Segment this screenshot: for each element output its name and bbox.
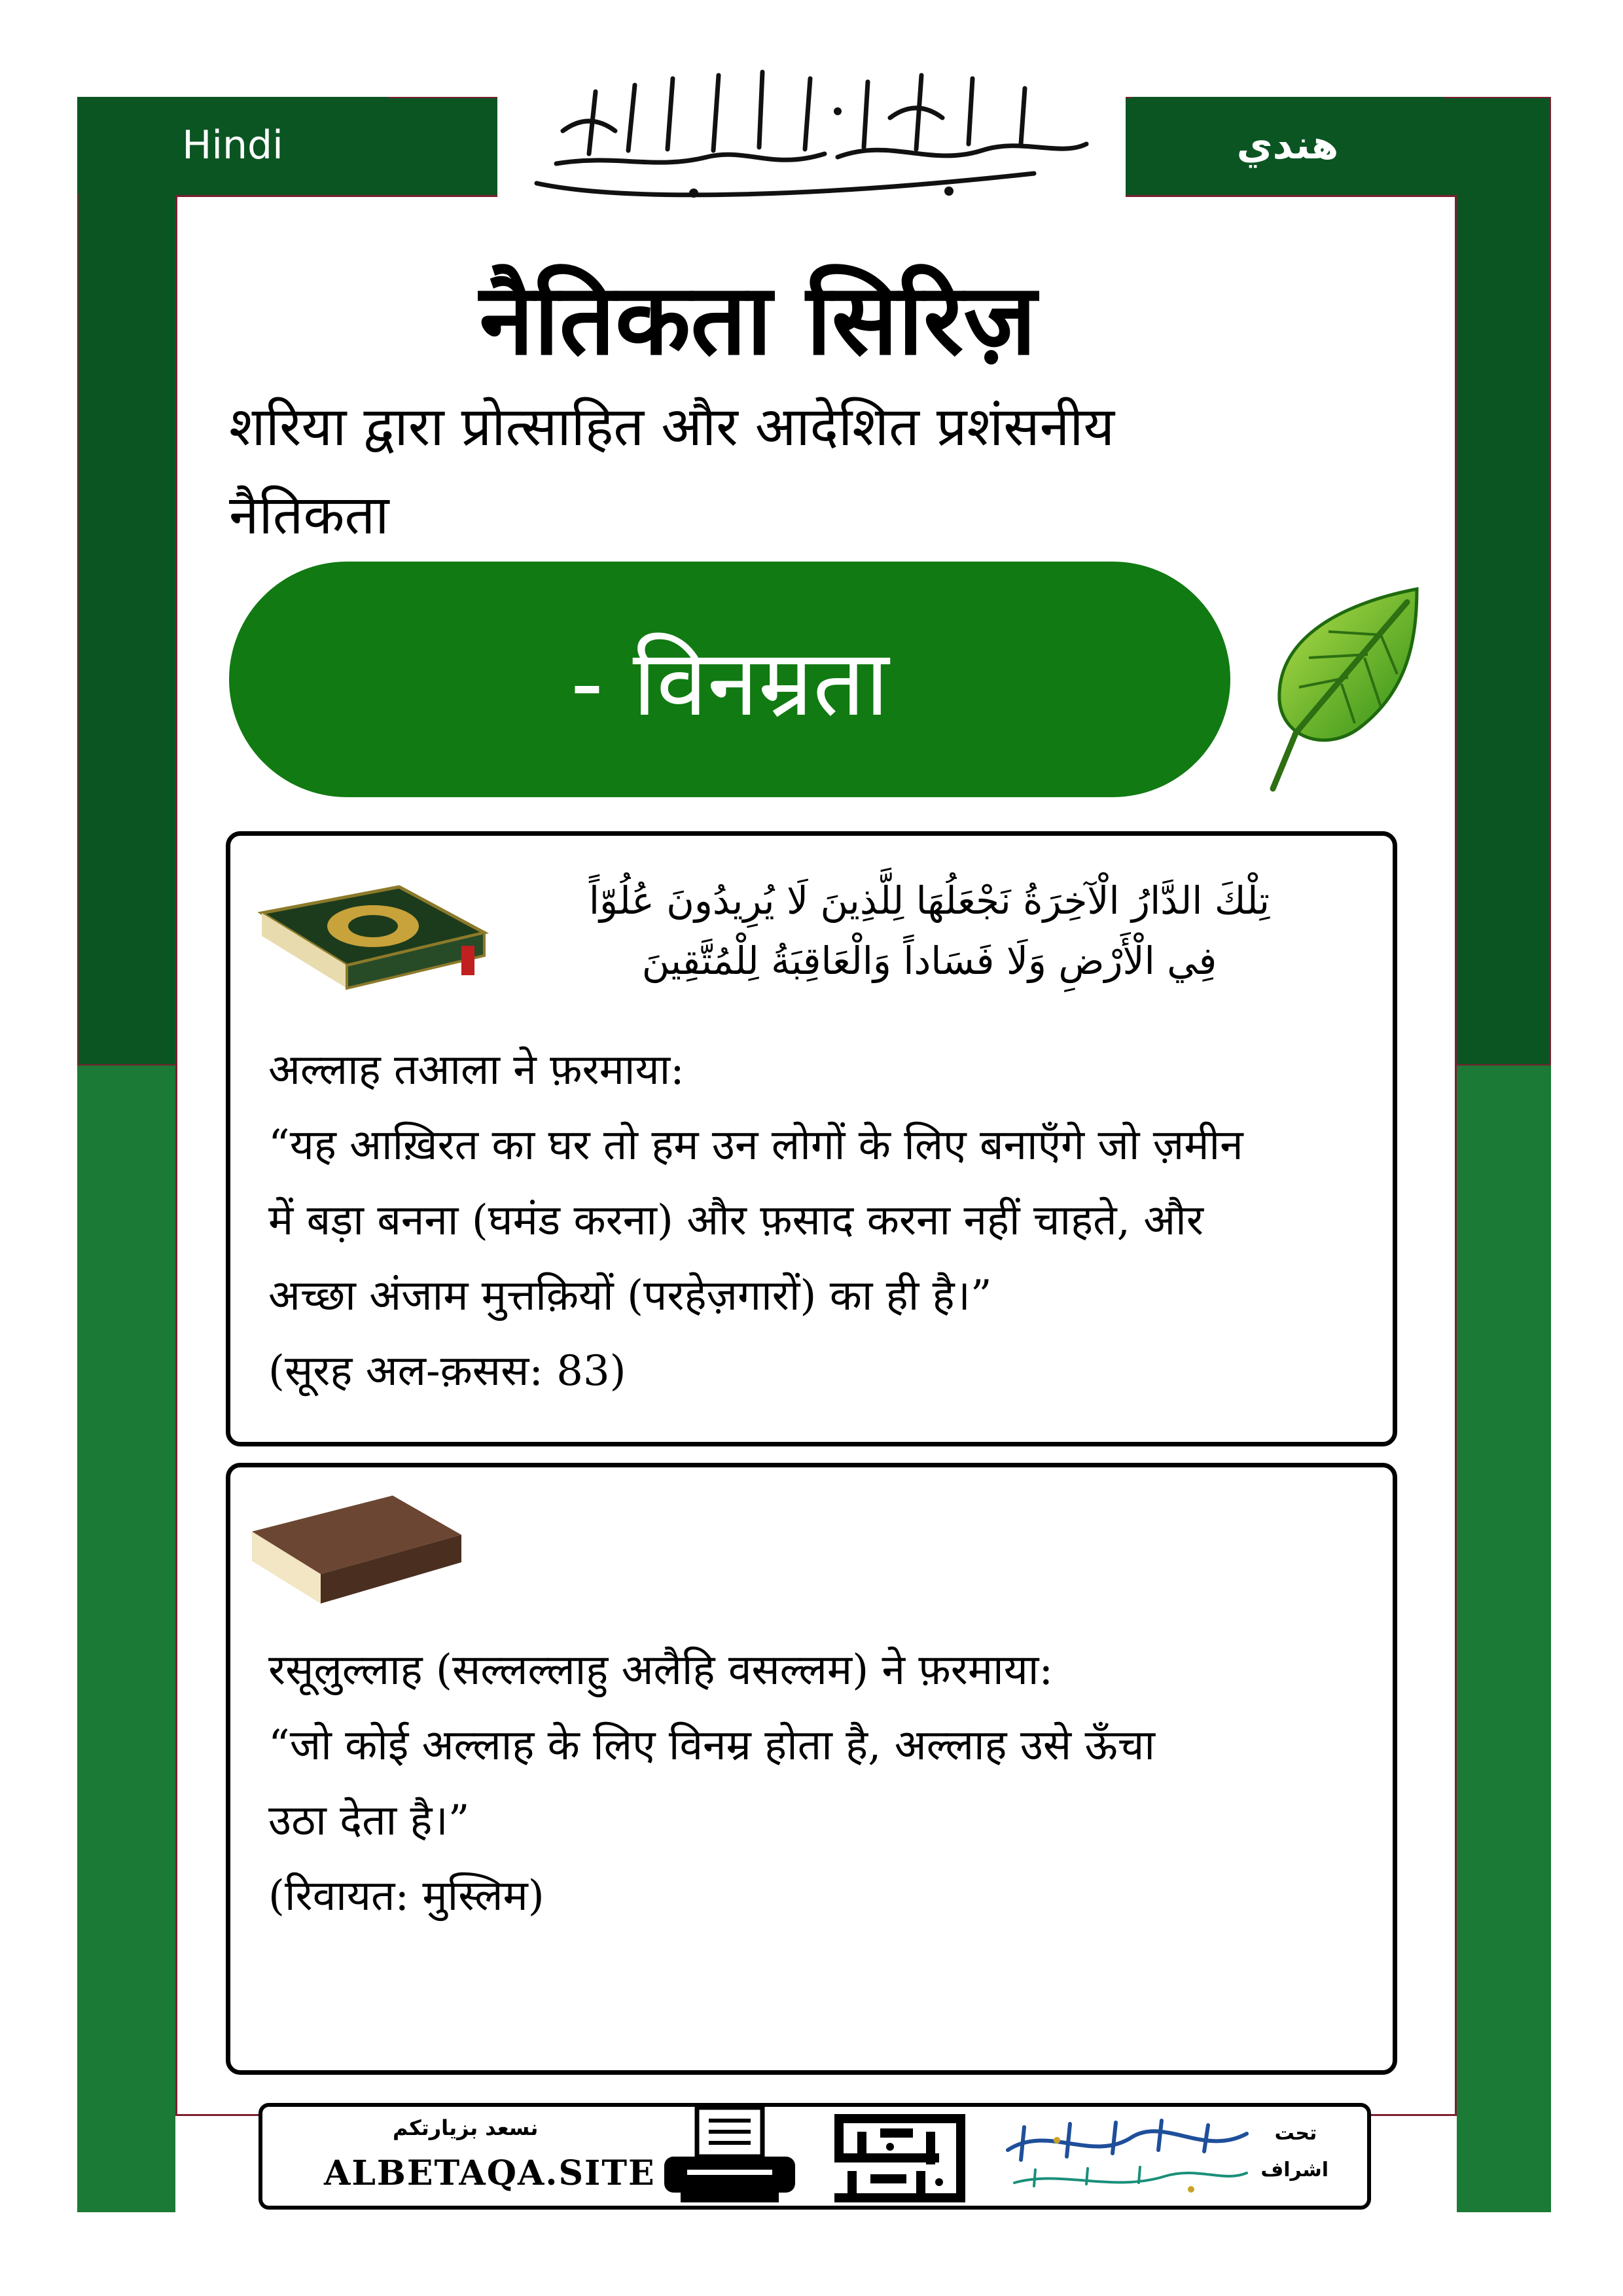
subtitle-line: शरिया द्वारा प्रोत्साहित और आदेशित प्रशंसनीय (229, 396, 1115, 458)
translation-line: में बड़ा बनना (घमंड करना) और फ़साद करना नहीं चाहते, और (268, 1196, 1204, 1245)
printer-icon (658, 2104, 802, 2209)
topic-banner (229, 562, 1230, 797)
translation-line: अल्लाह तआला ने फ़रमाया: (268, 1046, 685, 1094)
hadith-line: रसूलुल्लाह (सल्लल्लाहु अलैहि वसल्लम) ने फ़रमाया: (268, 1646, 1054, 1695)
quran-book-icon (249, 861, 494, 998)
site-link[interactable]: ALBETAQA.SITE (324, 2153, 656, 2193)
arabic-line: فِي الْأَرْضِ وَلَا فَسَاداً وَالْعَاقِبَةُ لِلْمُتَّقِينَ (641, 939, 1217, 983)
basmala-calligraphy (497, 39, 1126, 216)
verse-reference: (सूरह अल-क़सस: 83) (268, 1347, 626, 1395)
page-subtitle (229, 383, 1309, 560)
translation-line: अच्छा अंजाम मुत्तक़ियों (परहेज़गारों) का ही है।” (268, 1272, 992, 1320)
topic-label: - विनम्रता (570, 630, 889, 737)
leaf-icon (1257, 576, 1427, 798)
quran-verse-arabic (497, 870, 1361, 991)
page-title: नैतिकता सिरिज़ (479, 263, 1037, 377)
supervision-line: تحت (1274, 2122, 1317, 2145)
hadith-text (268, 1633, 1381, 1934)
visit-text: نسعد بزيارتكم (393, 2115, 539, 2140)
arabic-line: تِلْكَ الدَّارُ الْآخِرَةُ نَجْعَلُهَا لِلَّذِينَ لَا يُرِيدُونَ عُلُوّاً (588, 878, 1270, 923)
quran-verse-translation (268, 1033, 1381, 1409)
subtitle-line: नैतिकता (229, 484, 389, 547)
supervision-label (1260, 2115, 1329, 2189)
language-tab-english: Hindi (77, 97, 388, 194)
hadith-book-icon (242, 1482, 468, 1610)
dawa-calligraphy-logo (831, 2109, 969, 2206)
hadith-reference: (रिवायत: मुस्लिम) (268, 1872, 544, 1920)
translation-line: “यह आख़िरत का घर तो हम उन लोगों के लिए बनाएँगे जो ज़मीन (268, 1121, 1243, 1170)
supervision-line: اشراف (1260, 2159, 1329, 2181)
association-logo (995, 2111, 1257, 2202)
hadith-line: उठा देता है।” (268, 1797, 470, 1845)
hadith-line: “जो कोई अल्लाह के लिए विनम्र होता है, अल्लाह उसे ऊँचा (268, 1721, 1155, 1770)
language-tab-arabic: هندي (1132, 97, 1443, 194)
